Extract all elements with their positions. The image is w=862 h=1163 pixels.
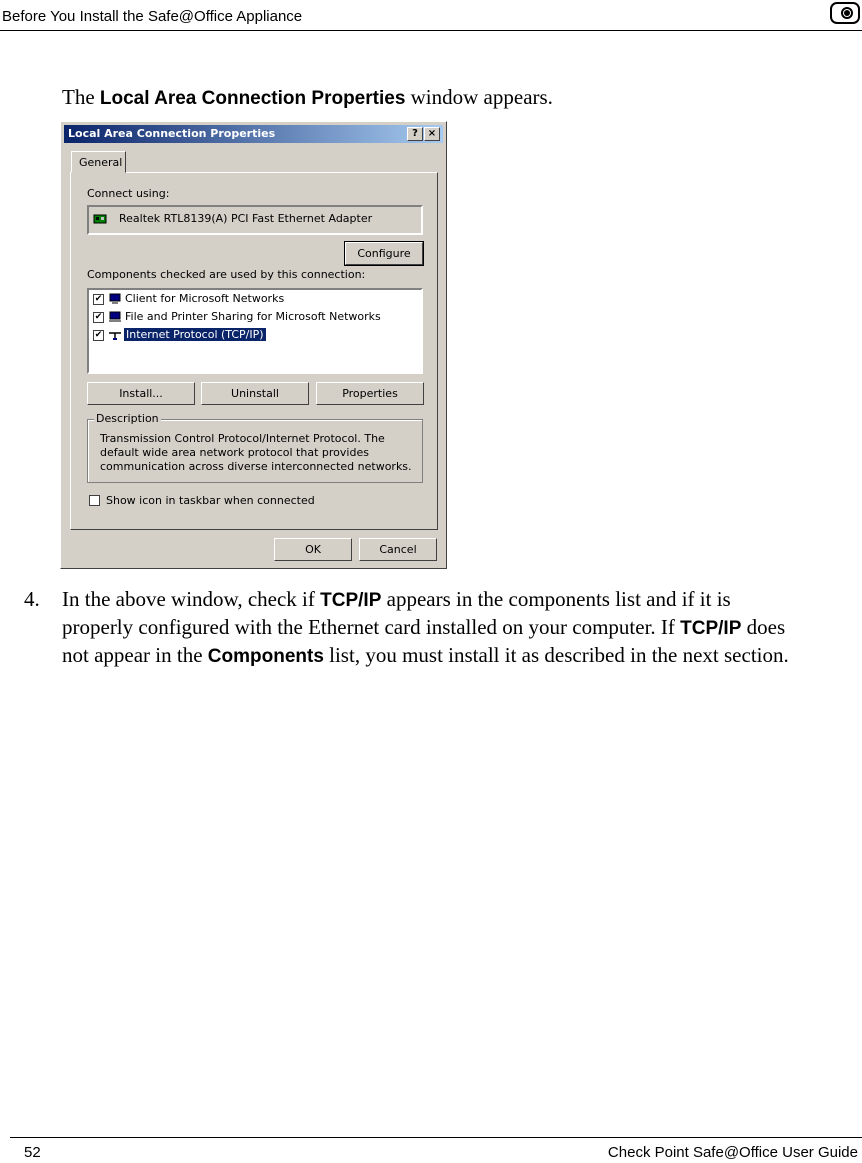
help-button[interactable]: ? (407, 127, 423, 141)
guide-title: Check Point Safe@Office User Guide (607, 1144, 858, 1161)
step-number: 4. (24, 587, 40, 611)
description-text: Transmission Control Protocol/Internet Protocol. The default wide area network protocol that provides communication across diverse interconnected networks. (100, 432, 412, 473)
show-icon-checkbox[interactable] (89, 495, 100, 506)
protocol-icon (108, 329, 122, 341)
header-divider (0, 30, 862, 31)
intro-paragraph (62, 84, 553, 112)
dialog-titlebar[interactable] (64, 125, 443, 143)
header-title: Before You Install the Safe@Office Appliance (2, 8, 303, 25)
tcpip-term: TCP/IP (320, 590, 382, 611)
components-term: Components (207, 646, 324, 667)
component-item-client[interactable]: Client for Microsoft Networks (125, 292, 285, 305)
close-button[interactable]: × (424, 127, 440, 141)
step-text: does not appear in the (62, 615, 786, 667)
tab-general[interactable] (71, 151, 126, 173)
tab-general-label: General (79, 156, 123, 169)
lan-properties-dialog (60, 121, 447, 569)
install-button[interactable]: Install... (87, 382, 195, 405)
components-list[interactable] (87, 288, 423, 374)
step-text: In the above window, check if (62, 587, 321, 611)
ok-button[interactable]: OK (274, 538, 352, 561)
adapter-name: Realtek RTL8139(A) PCI Fast Ethernet Adapter (119, 212, 373, 225)
step-text: list, you must install it as described in the next section. (323, 643, 789, 667)
uninstall-button[interactable]: Uninstall (201, 382, 309, 405)
adapter-field (87, 205, 423, 235)
page-header (0, 0, 862, 30)
properties-button[interactable]: Properties (316, 382, 424, 405)
printer-sharing-icon (108, 311, 122, 323)
description-group (87, 412, 423, 483)
network-adapter-icon (93, 213, 107, 225)
component-item-tcpip[interactable]: Internet Protocol (TCP/IP) (126, 328, 264, 341)
component-checkbox[interactable]: ✔ (94, 330, 103, 340)
description-label: Description (96, 412, 159, 425)
component-checkbox[interactable]: ✔ (94, 312, 103, 322)
step-paragraph (62, 586, 802, 670)
configure-button[interactable]: Configure (345, 242, 423, 265)
tcpip-term: TCP/IP (680, 618, 742, 639)
cancel-button[interactable]: Cancel (359, 538, 437, 561)
network-client-icon (108, 293, 122, 305)
dialog-title: Local Area Connection Properties (68, 127, 276, 140)
step-text: appears in the components list and if it is properly configured with the Ethernet card installed on your computer. If (62, 587, 731, 639)
components-label: Components checked are used by this connection: (87, 268, 366, 281)
intro-window-name: Local Area Connection Properties (99, 88, 406, 109)
connect-using-label: Connect using: (87, 187, 170, 200)
intro-prefix: The (62, 85, 100, 109)
general-tab-panel (70, 172, 438, 530)
component-checkbox[interactable]: ✔ (94, 294, 103, 304)
component-item-file-sharing[interactable]: File and Printer Sharing for Microsoft Networks (125, 310, 381, 323)
footer-divider (10, 1137, 862, 1138)
checkpoint-logo-icon (830, 2, 860, 24)
page-number: 52 (24, 1144, 41, 1161)
intro-suffix: window appears. (405, 85, 553, 109)
show-icon-label: Show icon in taskbar when connected (106, 494, 315, 507)
